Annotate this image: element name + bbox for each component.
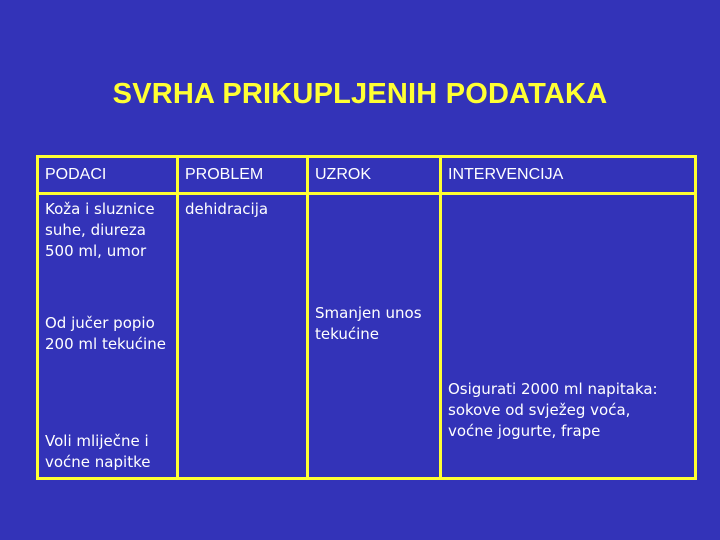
cell-uzrok bbox=[308, 194, 441, 479]
cell-problem bbox=[178, 194, 308, 479]
uzrok-text: Smanjen unos tekućine bbox=[315, 304, 422, 343]
table-header-row bbox=[38, 157, 696, 194]
page-title: SVRHA PRIKUPLJENIH PODATAKA bbox=[112, 78, 608, 110]
podaci-item-2: Od jučer popio 200 ml tekućine bbox=[45, 314, 166, 353]
header-intervencija: INTERVENCIJA bbox=[441, 157, 696, 194]
header-uzrok: UZROK bbox=[308, 157, 441, 194]
podaci-item-3: Voli mliječne i voćne napitke bbox=[45, 432, 151, 471]
problem-text: dehidracija bbox=[185, 200, 269, 218]
data-table bbox=[36, 155, 697, 480]
intervencija-text: Osigurati 2000 ml napitaka: sokove od svježeg voća, voćne jogurte, frape bbox=[448, 380, 658, 440]
header-podaci: PODACI bbox=[38, 157, 178, 194]
header-problem: PROBLEM bbox=[178, 157, 308, 194]
cell-intervencija bbox=[441, 194, 696, 479]
podaci-item-1: Koža i sluznice suhe, diureza 500 ml, umor bbox=[45, 200, 155, 260]
cell-podaci bbox=[38, 194, 178, 479]
table-body-row bbox=[38, 194, 696, 479]
